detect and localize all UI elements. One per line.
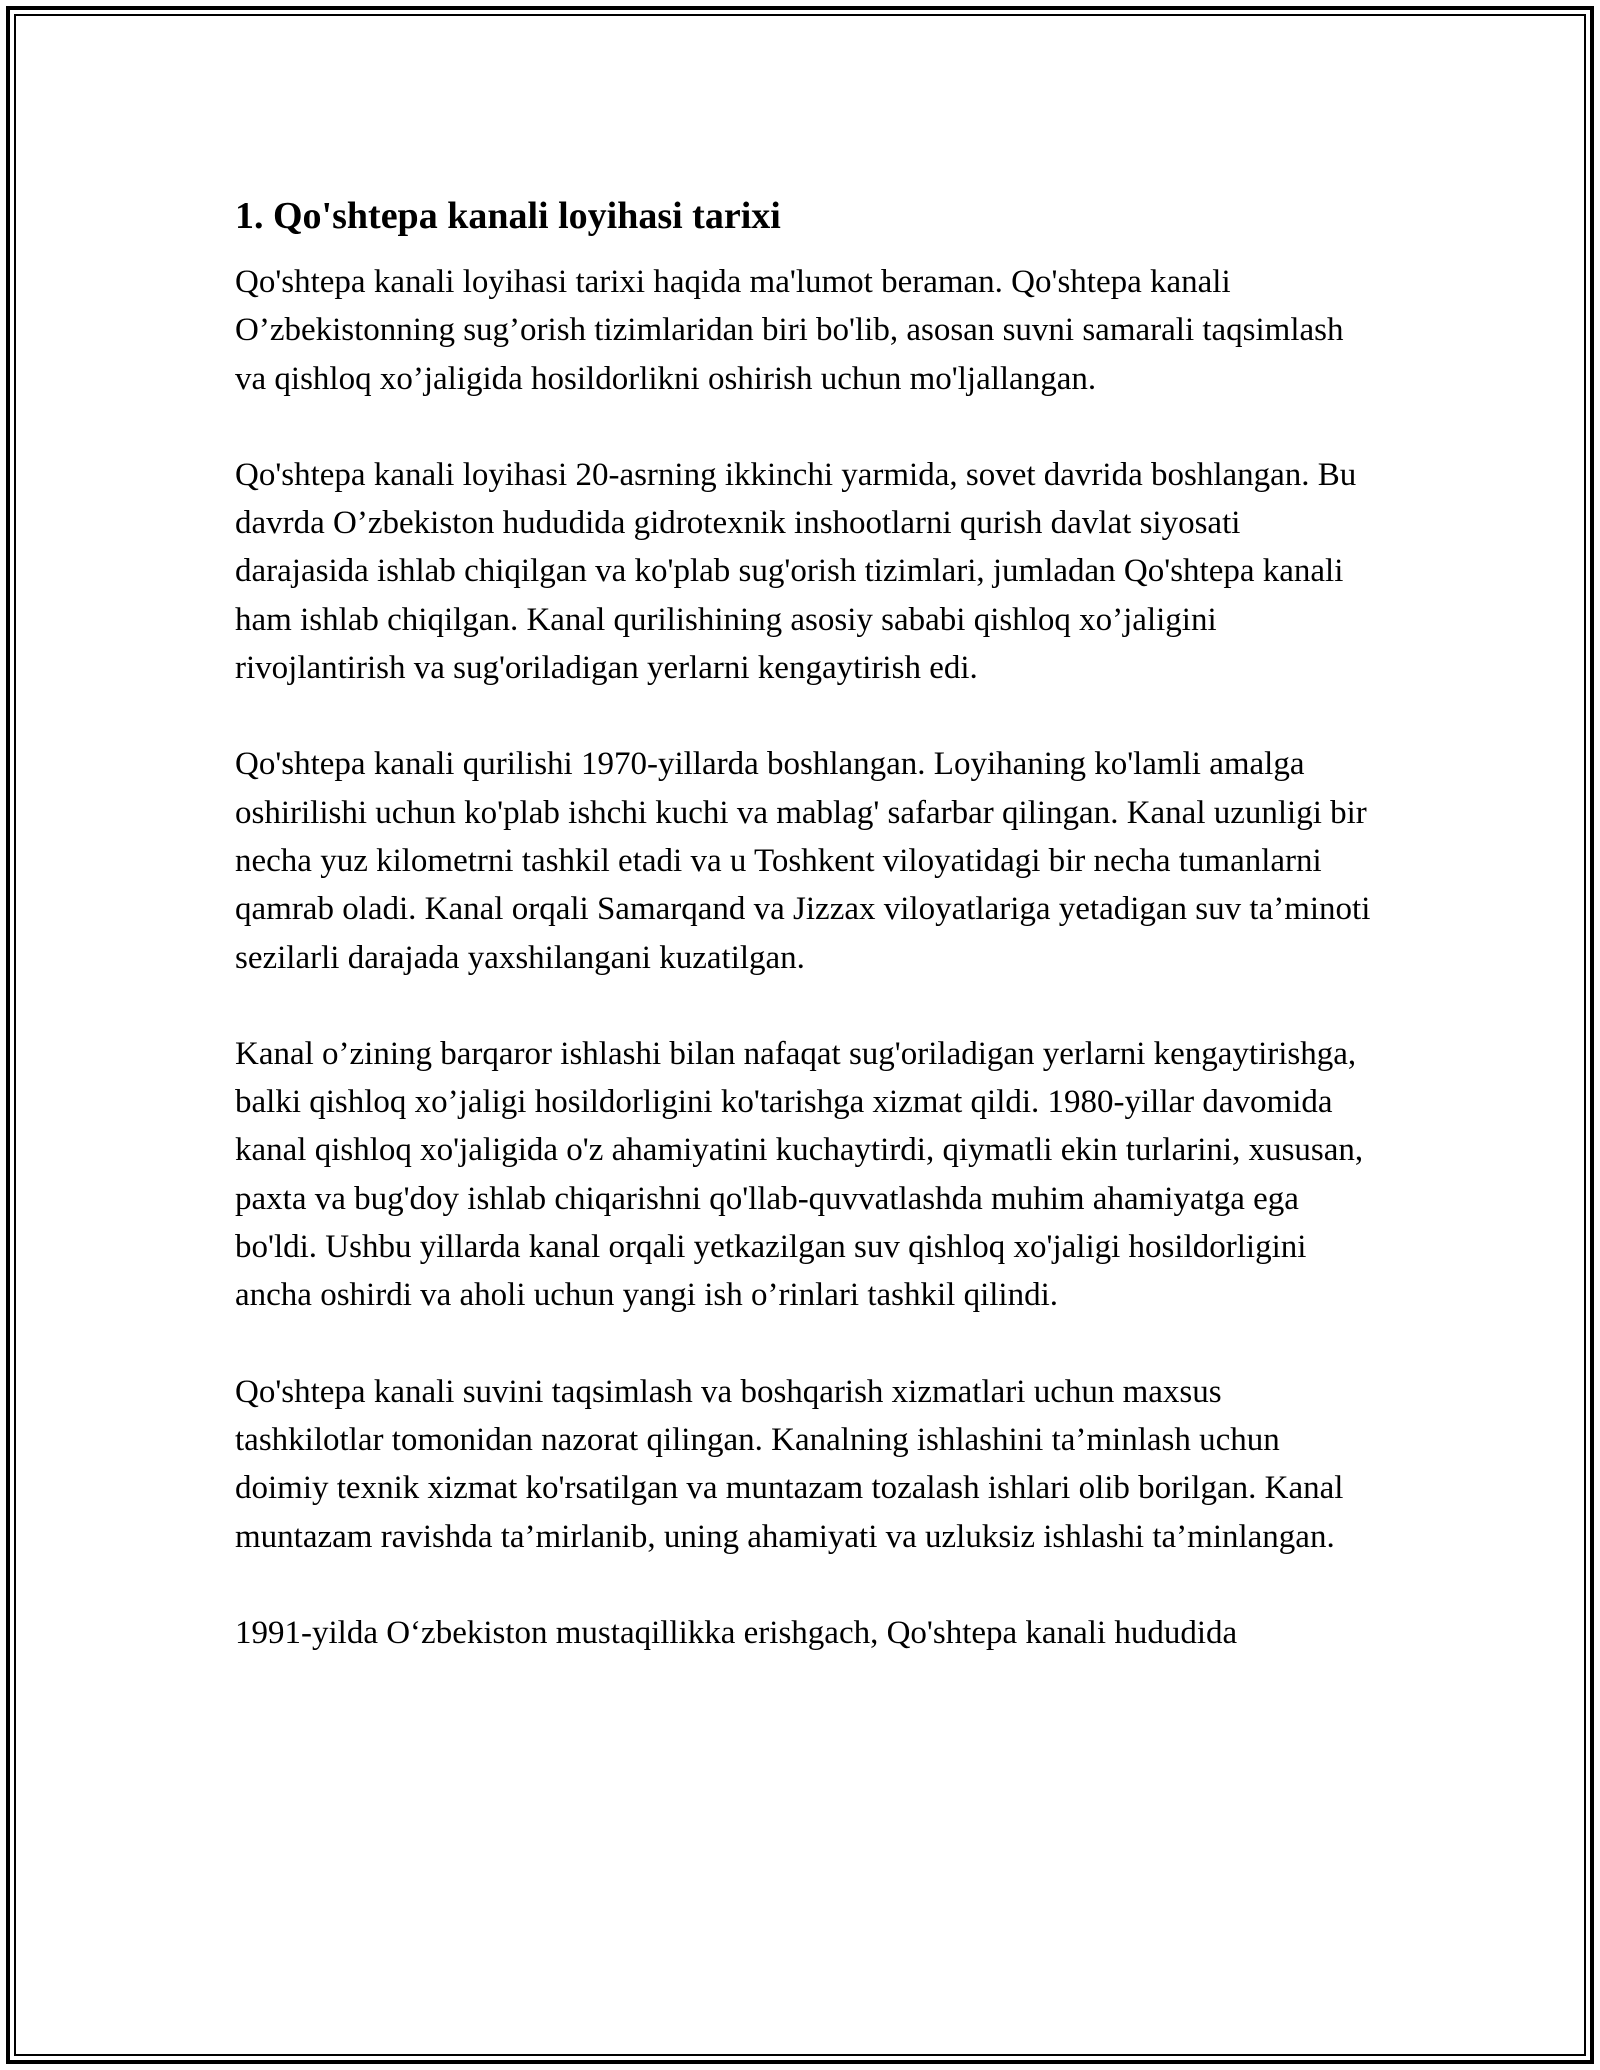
section-heading: 1. Qo'shtepa kanali loyihasi tarixi (235, 195, 781, 237)
paragraph-6: 1991-yilda O‘zbekiston mustaqillikka erishgach, Qo'shtepa kanali hududida (235, 1614, 1238, 1651)
document-body (235, 188, 1375, 1705)
paragraph-4: Kanal o’zining barqaror ishlashi bilan nafaqat sug'oriladigan yerlarni kengaytirishga, balki qishloq xo’jaligi hosildorligini ko'tarishga xizmat qildi. 1980-yillar davomida kanal qishloq xo'jaligida o'z ahamiyatini kuchaytirdi, qiymatli ekin turlarini, xususan, paxta va bug'doy ishlab chiqarishni qo'llab-quvvatlashda muhim ahamiyatga ega bo'ldi. Ushbu yillarda kanal orqali yetkazilgan suv qishloq xo'jaligi hosildorligini ancha oshirdi va aholi uchun yangi ish o’rinlari tashkil qilindi. (235, 1035, 1364, 1314)
paragraph-2: Qo'shtepa kanali loyihasi 20-asrning ikkinchi yarmida, sovet davrida boshlangan. Bu davrda O’zbekiston hududida gidrotexnik inshootlarni qurish davlat siyosati darajasida ishlab chiqilgan va ko'plab sug'orish tizimlari, jumladan Qo'shtepa kanali ham ishlab chiqilgan. Kanal qurilishining asosiy sababi qishloq xo’jaligini rivojlantirish va sug'oriladigan yerlarni kengaytirish edi. (235, 456, 1357, 687)
paragraph-5: Qo'shtepa kanali suvini taqsimlash va boshqarish xizmatlari uchun maxsus tashkilotlar tomonidan nazorat qilingan. Kanalning ishlashini ta’minlash uchun doimiy texnik xizmat ko'rsatilgan va muntazam tozalash ishlari olib borilgan. Kanal muntazam ravishda ta’mirlanib, uning ahamiyati va uzluksiz ishlashi ta’minlangan. (235, 1373, 1344, 1555)
paragraph-1: Qo'shtepa kanali loyihasi tarixi haqida ma'lumot beraman. Qo'shtepa kanali O’zbekistonning sug’orish tizimlaridan biri bo'lib, asosan suvni samarali taqsimlash va qishloq xo’jaligida hosildorlikni oshirish uchun mo'ljallangan. (235, 264, 1344, 397)
paragraph-3: Qo'shtepa kanali qurilishi 1970-yillarda boshlangan. Loyihaning ko'lamli amalga oshirilishi uchun ko'plab ishchi kuchi va mablag' safarbar qilingan. Kanal uzunligi bir necha yuz kilometrni tashkil etadi va u Toshkent viloyatidagi bir necha tumanlarni qamrab oladi. Kanal orqali Samarqand va Jizzax viloyatlariga yetadigan suv ta’minoti sezilarli darajada yaxshilangani kuzatilgan. (235, 746, 1371, 976)
